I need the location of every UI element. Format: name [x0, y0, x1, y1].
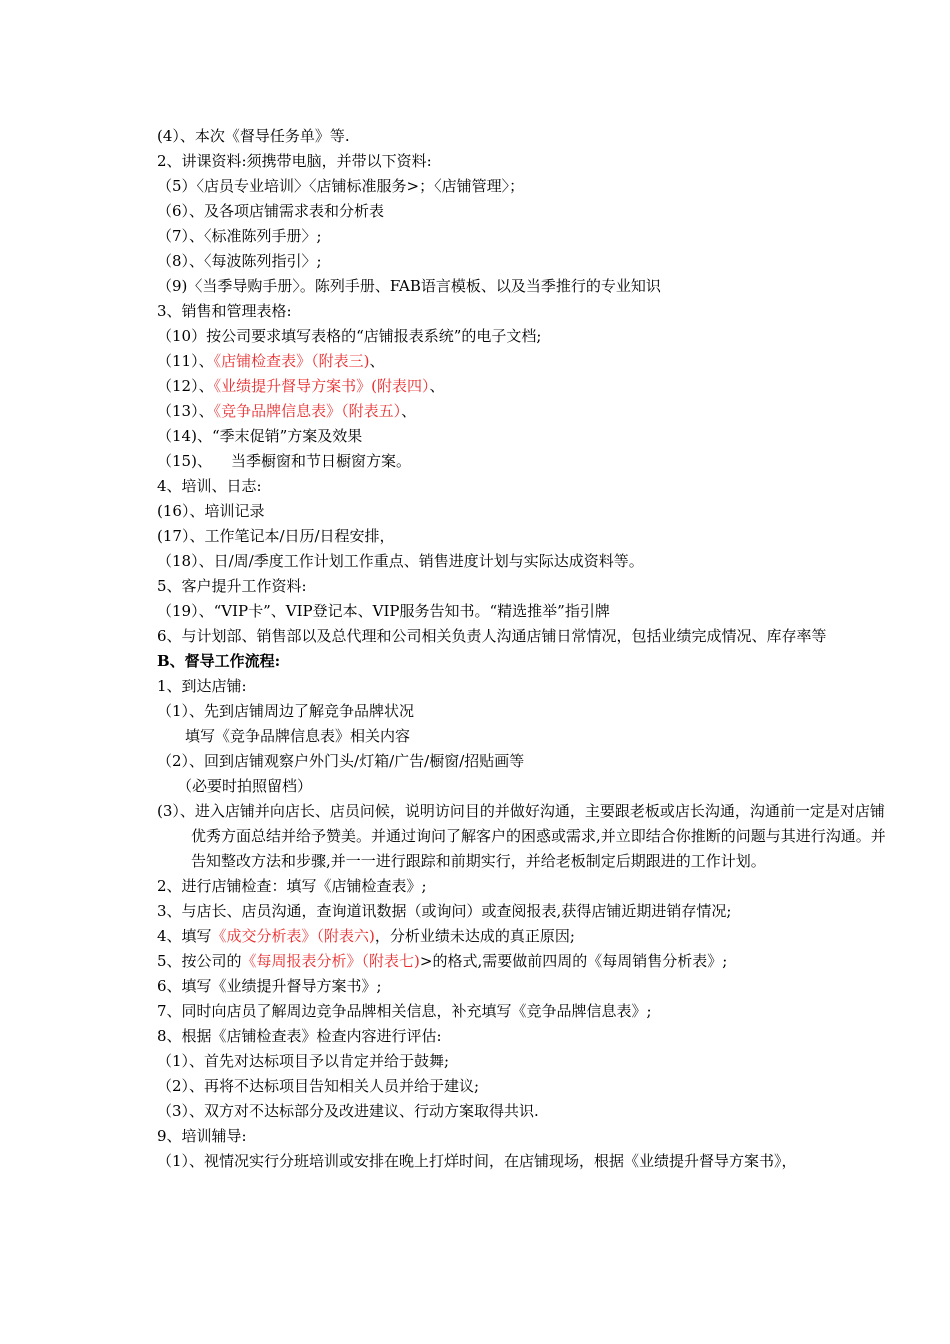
text-line — [157, 349, 897, 374]
red-form-reference: 《竞争品牌信息表》（附表五） — [213, 402, 402, 420]
text-line — [157, 399, 897, 424]
text-line: （5）〈店员专业培训〉〈店铺标准服务>；〈店铺管理〉； — [157, 177, 525, 195]
text-line: （15)、 当季橱窗和节日橱窗方案。 — [157, 452, 412, 470]
red-form-reference: 《每周报表分析》（附表七) — [241, 952, 420, 970]
item-suffix: 、 — [429, 377, 445, 395]
section-heading — [157, 924, 897, 949]
section-heading: 1、到达店铺: — [157, 677, 247, 695]
text-line: 填写《竞争品牌信息表》相关内容 — [185, 727, 411, 745]
text-line: （2）、回到店铺观察户外门头/灯箱/广告/橱窗/招贴画等 — [157, 752, 525, 770]
text-line — [157, 374, 897, 399]
text-line: (17）、工作笔记本/日历/日程安排， — [157, 527, 395, 545]
text-line: （8）、〈每波陈列指引〉; — [157, 252, 322, 270]
text-line: （1）、先到店铺周边了解竞争品牌状况 — [157, 702, 415, 720]
text-line: （2）、再将不达标项目告知相关人员并给于建议; — [157, 1077, 480, 1095]
item-number: （13）、 — [157, 402, 214, 420]
item-suffix: 、 — [369, 352, 385, 370]
text-line: （必要时拍照留档） — [177, 777, 313, 795]
document-body — [157, 124, 897, 1174]
section-heading — [157, 949, 897, 974]
text-segment: >的格式,需要做前四周的《每周销售分析表》; — [419, 952, 728, 970]
item-number: （12）、 — [157, 377, 214, 395]
section-heading: 3、销售和管理表格: — [157, 302, 292, 320]
section-heading: 2、讲课资料:须携带电脑，并带以下资料: — [157, 152, 432, 170]
text-line: （18）、日/周/季度工作计划工作重点、销售进度计划与实际达成资料等。 — [157, 552, 644, 570]
text-line: （1）、首先对达标项目予以肯定并给于鼓舞; — [157, 1052, 450, 1070]
text-segment: ，分析业绩未达成的真正原因; — [374, 927, 575, 945]
paragraph: 6、与计划部、销售部以及总代理和公司相关负责人沟通店铺日常情况，包括业绩完成情况、库存率等 — [157, 627, 827, 645]
section-heading: 6、填写《业绩提升督导方案书》; — [157, 977, 382, 995]
section-title: B、督导工作流程: — [157, 652, 281, 670]
text-line: （1）、视情况实行分班培训或安排在晚上打烊时间，在店铺现场，根据《业绩提升督导方案书》， — [157, 1152, 797, 1170]
section-heading: 5、客户提升工作资料: — [157, 577, 307, 595]
paragraph: (3）、进入店铺并向店长、店员问候，说明访问目的并做好沟通，主要跟老板或店长沟通，沟通前一定是对店铺优秀方面总结并给予赞美。并通过询问了解客户的困惑或需求,并立即结合你推断的问题与其进行沟通。并告知整改方法和步骤,并一一进行跟踪和前期实行，并给老板制定后期跟进的工作计划。 — [157, 802, 886, 870]
red-form-reference: 《成交分析表》（附表六) — [211, 927, 375, 945]
item-number: （11）、 — [157, 352, 214, 370]
section-heading: 9、培训辅导: — [157, 1127, 247, 1145]
text-line: （19）、“VIP卡”、VIP登记本、VIP服务告知书。“精选推举”指引牌 — [157, 602, 610, 620]
section-heading: 7、同时向店员了解周边竞争品牌相关信息，补充填写《竞争品牌信息表》; — [157, 1002, 652, 1020]
text-line: (16）、培训记录 — [157, 502, 265, 520]
text-line: （10）按公司要求填写表格的“店铺报表系统”的电子文档; — [157, 327, 542, 345]
item-suffix: 、 — [401, 402, 417, 420]
section-heading: 3、与店长、店员沟通，查询道讯数据（或询问）或查阅报表,获得店铺近期进销存情况; — [157, 902, 732, 920]
red-form-reference: 《店铺检查表》（附表三) — [213, 352, 370, 370]
section-heading: 8、根据《店铺检查表》检查内容进行评估: — [157, 1027, 442, 1045]
red-form-reference: 《业绩提升督导方案书》(附表四） — [213, 377, 430, 395]
text-line: (4）、本次《督导任务单》等. — [157, 127, 350, 145]
text-segment: 5、按公司的 — [157, 952, 242, 970]
section-heading: 2、进行店铺检查：填写《店铺检查表》; — [157, 877, 427, 895]
text-line: （6）、及各项店铺需求表和分析表 — [157, 202, 385, 220]
section-heading: 4、培训、日志: — [157, 477, 262, 495]
text-line: （3）、双方对不达标部分及改进建议、行动方案取得共识. — [157, 1102, 539, 1120]
text-segment: 4、填写 — [157, 927, 212, 945]
text-line: （9)〈当季导购手册〉。陈列手册、FAB语言模板、以及当季推行的专业知识 — [157, 277, 661, 295]
text-line: （14)、“季末促销”方案及效果 — [157, 427, 363, 445]
text-line: （7）、〈标准陈列手册〉; — [157, 227, 322, 245]
